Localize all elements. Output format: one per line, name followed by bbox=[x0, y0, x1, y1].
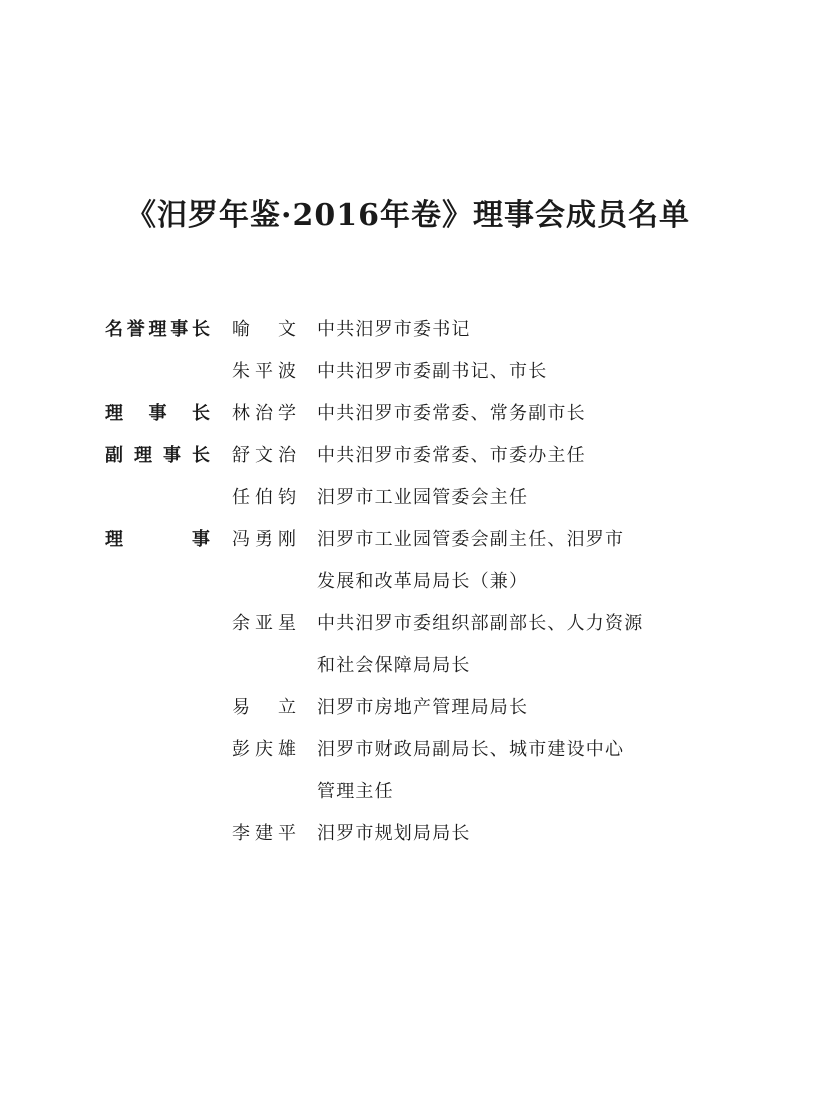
role-label: 名誉理事长 bbox=[105, 319, 210, 340]
member-row bbox=[105, 813, 725, 855]
member-row bbox=[105, 393, 725, 435]
position-line: 中共汨罗市委组织部副部长、人力资源 bbox=[317, 613, 644, 634]
position-line: 中共汨罗市委书记 bbox=[317, 319, 471, 340]
role-label: 副理事长 bbox=[105, 445, 210, 466]
member-name: 李建平 bbox=[232, 823, 296, 844]
member-position bbox=[317, 603, 717, 687]
member-position bbox=[317, 309, 717, 351]
role-label: 理事 bbox=[105, 529, 210, 550]
member-position bbox=[317, 435, 717, 477]
member-row bbox=[105, 435, 725, 477]
member-name: 冯勇刚 bbox=[232, 529, 296, 550]
member-name: 彭庆雄 bbox=[232, 739, 296, 760]
member-position bbox=[317, 813, 717, 855]
member-name: 舒文治 bbox=[232, 445, 296, 466]
position-line: 汨罗市房地产管理局局长 bbox=[317, 697, 529, 718]
position-line: 中共汨罗市委常委、常务副市长 bbox=[317, 403, 586, 424]
position-line: 中共汨罗市委常委、市委办主任 bbox=[317, 445, 586, 466]
member-position bbox=[317, 729, 717, 813]
position-line: 中共汨罗市委副书记、市长 bbox=[317, 361, 548, 382]
position-line: 发展和改革局局长（兼） bbox=[317, 571, 529, 592]
member-position bbox=[317, 351, 717, 393]
member-name: 朱平波 bbox=[232, 361, 296, 382]
role-label: 理事长 bbox=[105, 403, 210, 424]
member-name: 任伯钧 bbox=[232, 487, 296, 508]
position-line: 汨罗市规划局局长 bbox=[317, 823, 471, 844]
member-name: 林治学 bbox=[232, 403, 296, 424]
member-row bbox=[105, 351, 725, 393]
member-name: 喻文 bbox=[232, 319, 296, 340]
member-row bbox=[105, 687, 725, 729]
page-title: 《汨罗年鉴·2016年卷》理事会成员名单 bbox=[126, 198, 690, 233]
member-row bbox=[105, 477, 725, 519]
position-line: 汨罗市财政局副局长、城市建设中心 bbox=[317, 739, 625, 760]
member-row bbox=[105, 309, 725, 351]
position-line: 和社会保障局局长 bbox=[317, 655, 471, 676]
position-line: 汨罗市工业园管委会副主任、汨罗市 bbox=[317, 529, 625, 550]
member-name: 余亚星 bbox=[232, 613, 296, 634]
member-row bbox=[105, 729, 725, 813]
position-line: 管理主任 bbox=[317, 781, 394, 802]
member-row bbox=[105, 603, 725, 687]
member-row bbox=[105, 519, 725, 603]
member-name: 易立 bbox=[232, 697, 296, 718]
member-position bbox=[317, 519, 717, 603]
member-position bbox=[317, 393, 717, 435]
member-roster bbox=[105, 309, 725, 855]
position-line: 汨罗市工业园管委会主任 bbox=[317, 487, 529, 508]
member-position bbox=[317, 687, 717, 729]
member-position bbox=[317, 477, 717, 519]
